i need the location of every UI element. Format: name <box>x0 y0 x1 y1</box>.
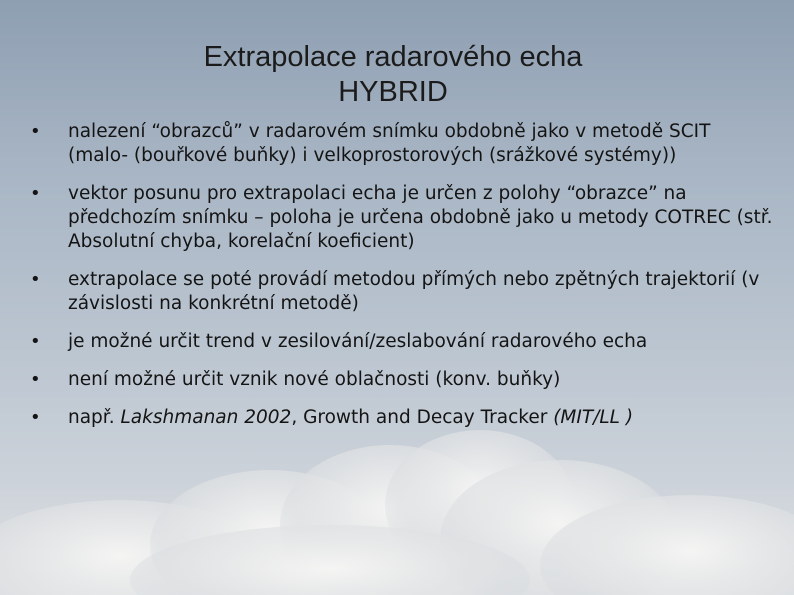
bullet-item <box>26 368 776 392</box>
reference-organization: (MIT/LL ) <box>553 407 634 428</box>
bullet-icon: • <box>30 183 41 204</box>
bullet-item <box>26 120 776 168</box>
slide-title-line-2: HYBRID <box>338 76 448 108</box>
bullet-item <box>26 268 776 316</box>
bullet-icon: • <box>30 269 41 290</box>
bullet-text: není možné určit vznik nové oblačnosti (konv. buňky) <box>68 369 561 390</box>
bullet-list <box>26 120 776 444</box>
bullet-text-middle: , Growth and Decay Tracker <box>291 407 554 428</box>
bullet-text: vektor posunu pro extrapolaci echa je určen z polohy “obrazce” na předchozím snímku – poloha je určena obdobně jako u metody COTREC (stř. Absolutní chyba, korelační koeficient) <box>68 183 773 252</box>
bullet-text: nalezení “obrazců” v radarovém snímku obdobně jako v metodě SCIT (malo- (bouřkové buňky) i velkoprostorových (srážkové systémy)) <box>68 121 711 166</box>
bullet-item <box>26 330 776 354</box>
bullet-text: extrapolace se poté provádí metodou přímých nebo zpětných trajektorií (v závislosti na konkrétní metodě) <box>68 269 760 314</box>
bullet-text: je možné určit trend v zesilování/zeslabování radarového echa <box>68 331 648 352</box>
reference-author: Lakshmanan 2002 <box>120 407 292 428</box>
bullet-text-prefix: např. <box>68 407 121 428</box>
slide-title <box>0 40 786 110</box>
bullet-icon: • <box>30 369 41 390</box>
bullet-icon: • <box>30 331 41 352</box>
bullet-item <box>26 182 776 254</box>
bullet-item <box>26 406 776 430</box>
slide-title-line-1: Extrapolace radarového echa <box>203 41 583 73</box>
bullet-icon: • <box>30 121 41 142</box>
bullet-icon: • <box>30 407 41 428</box>
